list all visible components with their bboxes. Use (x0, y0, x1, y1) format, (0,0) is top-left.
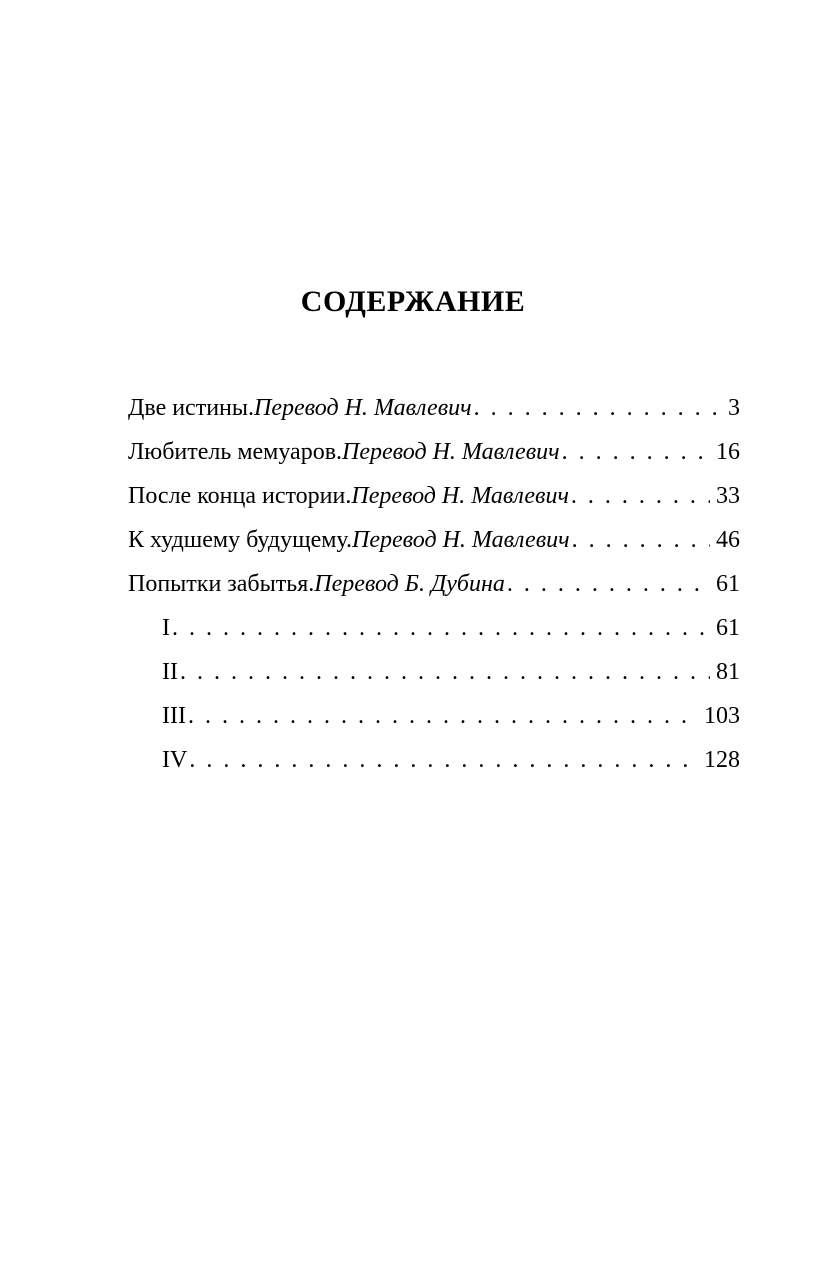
toc-entry (128, 432, 740, 476)
dot-leader (570, 520, 710, 560)
table-of-contents (128, 388, 740, 784)
toc-entry (128, 476, 740, 520)
dot-leader (569, 476, 710, 516)
page-number: 81 (716, 659, 740, 685)
subentry-title: III (162, 703, 186, 729)
page-number: 103 (704, 703, 740, 729)
dot-leader (170, 608, 710, 648)
page-number: 3 (728, 395, 740, 421)
page-number: 33 (716, 483, 740, 509)
page-number: 16 (716, 439, 740, 465)
entry-translator: Перевод Б. Дубина (314, 571, 505, 597)
toc-subentry (162, 608, 740, 652)
entry-title: После конца истории. (128, 483, 352, 509)
subentry-title: I (162, 615, 170, 641)
toc-entry (128, 388, 740, 432)
subentry-title: II (162, 659, 178, 685)
dot-leader (560, 432, 710, 472)
subentry-title: IV (162, 747, 188, 773)
toc-entry (128, 564, 740, 608)
dot-leader (186, 696, 698, 736)
entry-title: Попытки забытья. (128, 571, 315, 597)
contents-heading: СОДЕРЖАНИЕ (300, 285, 526, 318)
entry-translator: Перевод Н. Мавлевич (352, 527, 570, 553)
dot-leader (187, 740, 698, 780)
page-number: 128 (704, 747, 740, 773)
toc-subentry (162, 696, 740, 740)
entry-title: Любитель мемуаров. (128, 439, 343, 465)
entry-translator: Перевод Н. Мавлевич (254, 395, 472, 421)
entry-translator: Перевод Н. Мавлевич (351, 483, 569, 509)
page-number: 61 (716, 571, 740, 597)
entry-title: К худшему будущему. (128, 527, 353, 553)
entry-title: Две истины. (128, 395, 255, 421)
page-number: 46 (716, 527, 740, 553)
dot-leader (472, 388, 722, 428)
toc-subentry (162, 740, 740, 784)
entry-translator: Перевод Н. Мавлевич (342, 439, 560, 465)
toc-subentry (162, 652, 740, 696)
toc-entry (128, 520, 740, 564)
dot-leader (178, 652, 710, 692)
dot-leader (505, 564, 710, 604)
page-number: 61 (716, 615, 740, 641)
